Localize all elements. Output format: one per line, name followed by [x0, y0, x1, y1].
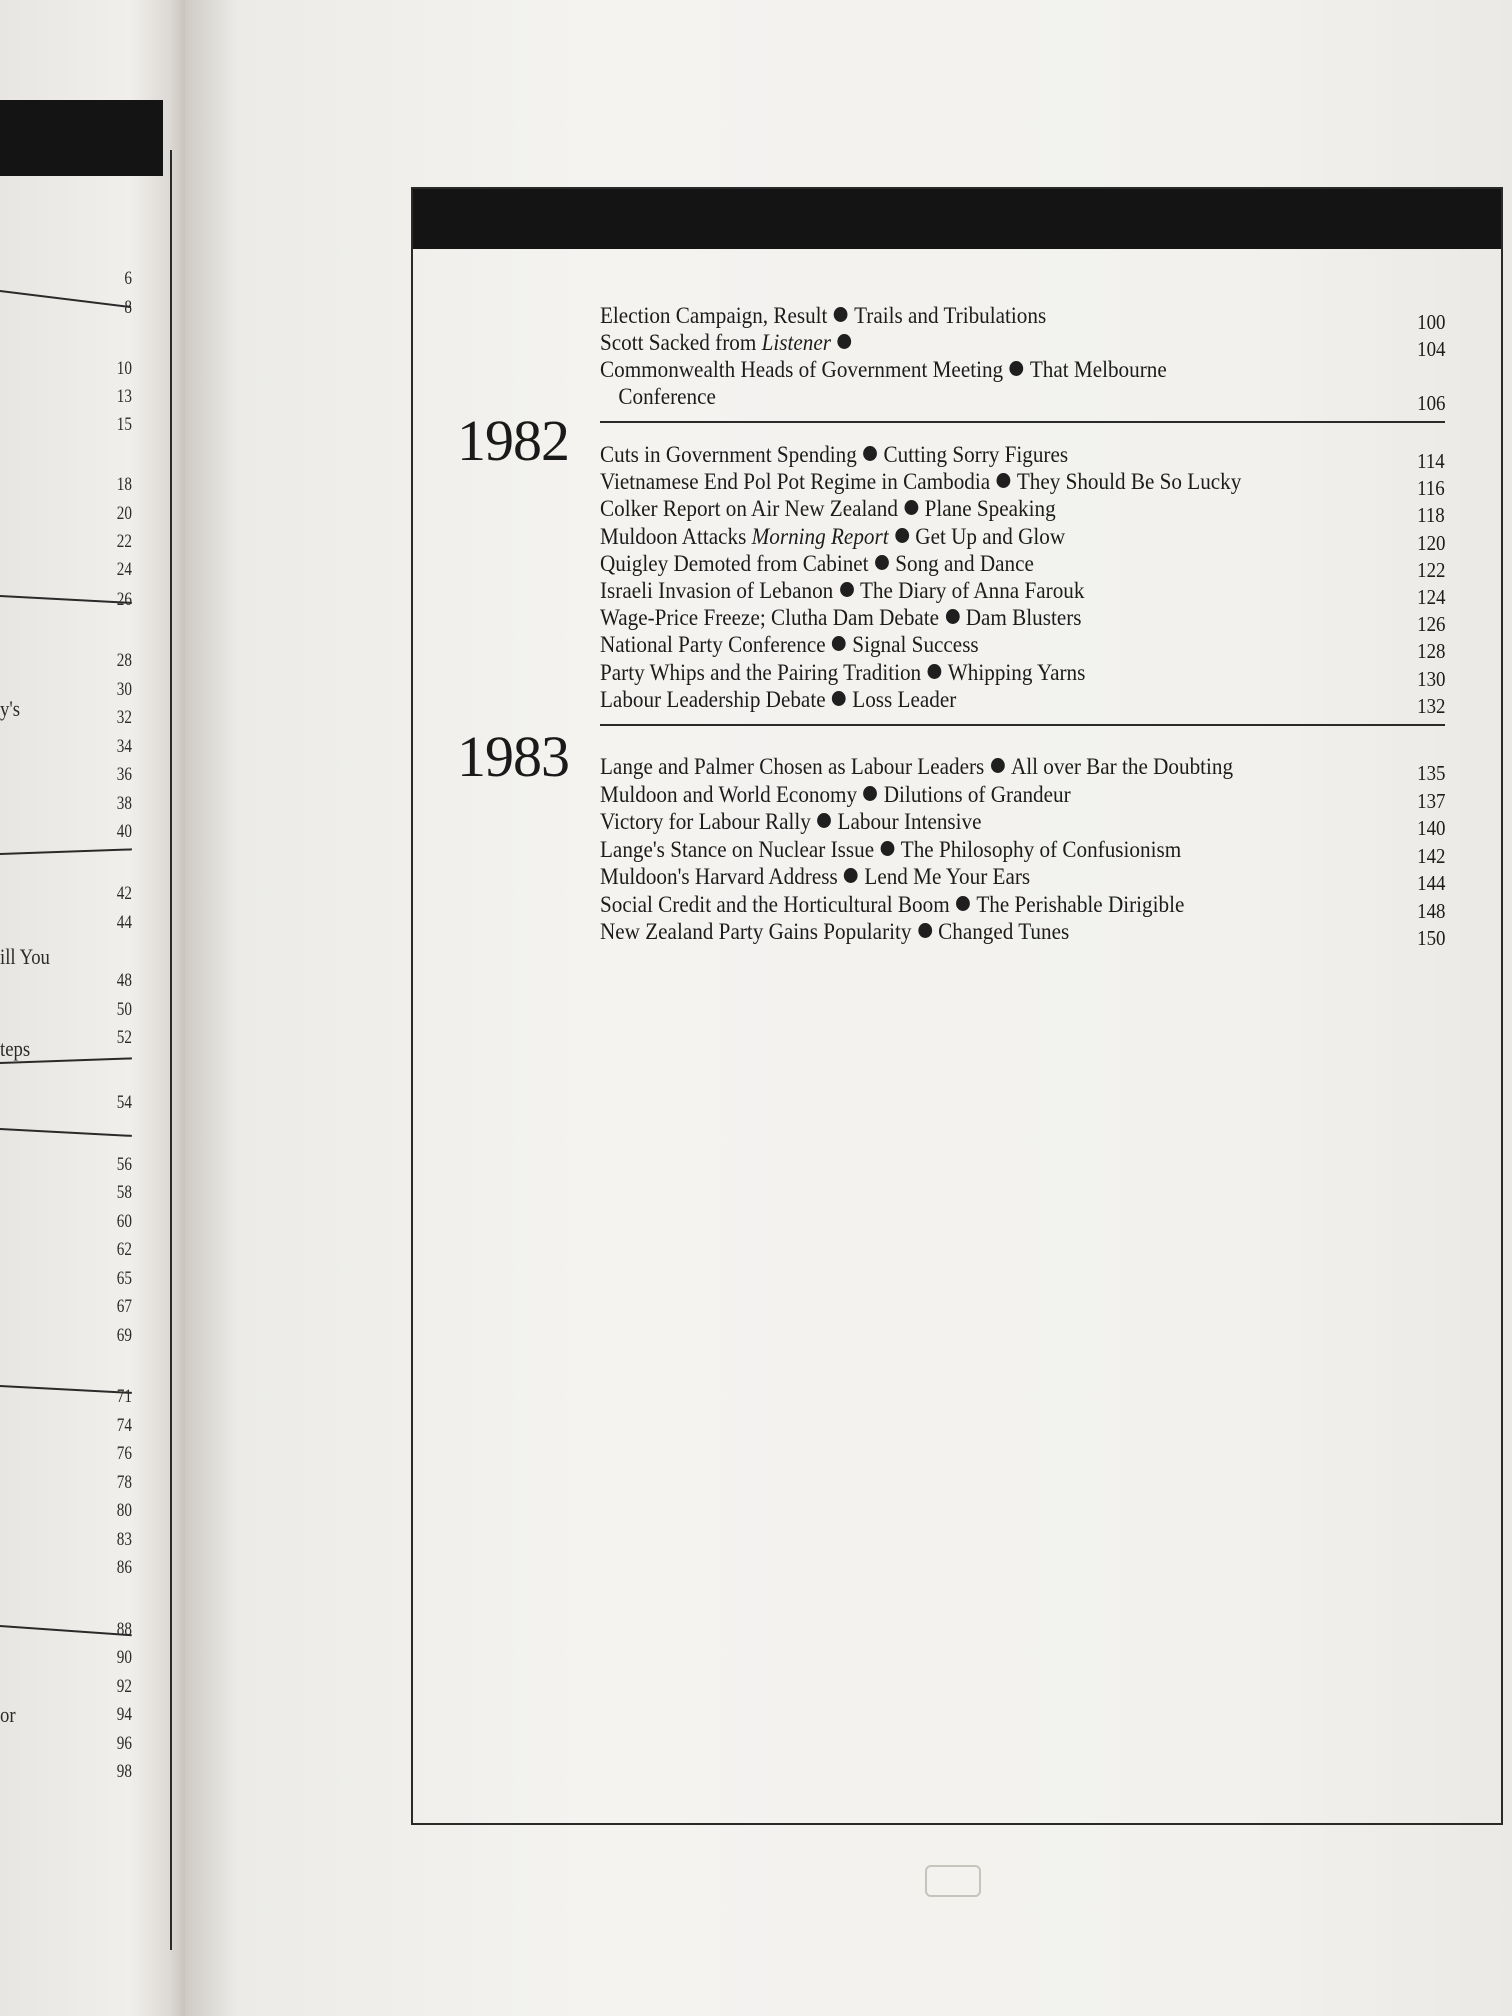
page-number: 15 — [116, 414, 132, 435]
page-number: 20 — [116, 503, 132, 524]
bullet-icon — [863, 446, 877, 461]
page-number: 18 — [116, 474, 132, 495]
page-number: 128 — [1416, 639, 1445, 664]
page-number: 6 — [124, 268, 132, 289]
page-number: 98 — [116, 1761, 132, 1782]
toc-entry[interactable]: Commonwealth Heads of Government Meeting That Melbourne Conference 106 — [600, 357, 1445, 415]
page-number: 40 — [116, 821, 132, 842]
toc-entry[interactable]: Muldoon's Harvard Address Lend Me Your Ears 144 — [600, 864, 1445, 895]
page-number: 69 — [116, 1325, 132, 1346]
toc-entry[interactable]: Colker Report on Air New Zealand Plane Speaking 118 — [600, 496, 1445, 528]
page-number: 144 — [1416, 871, 1445, 895]
page-number: 52 — [116, 1027, 132, 1048]
page-number: 92 — [116, 1676, 132, 1697]
toc-entry[interactable]: Social Credit and the Horticultural Boom The Perishable Dirigible 148 — [600, 891, 1445, 923]
page-number: 118 — [1417, 503, 1445, 528]
page-number: 100 — [1416, 310, 1445, 334]
toc-entry[interactable]: National Party Conference Signal Success 128 — [600, 632, 1445, 664]
bullet-icon — [832, 636, 846, 651]
page-number: 130 — [1416, 666, 1445, 691]
page-number: 124 — [1416, 585, 1445, 609]
page-number: 44 — [116, 912, 132, 933]
page-number: 120 — [1416, 530, 1445, 555]
toc-entry[interactable]: Victory for Labour Rally Labour Intensive 140 — [600, 809, 1445, 840]
page-number: 8 — [124, 297, 132, 318]
toc-entry[interactable]: Labour Leadership Debate Loss Leader 132 — [600, 686, 1445, 718]
page-number: 56 — [116, 1154, 132, 1175]
page-number: 126 — [1416, 612, 1445, 637]
year-heading-1983: 1983 — [457, 724, 569, 789]
page-number: 22 — [116, 531, 132, 552]
section-rule — [600, 724, 1445, 726]
text-fragment: teps — [0, 1036, 31, 1061]
page-number: 142 — [1416, 843, 1445, 868]
page-number: 10 — [116, 358, 132, 379]
page-number: 88 — [116, 1619, 132, 1640]
text-fragment: y's — [0, 696, 21, 721]
page-number: 36 — [116, 764, 132, 785]
page-number: 78 — [116, 1472, 132, 1493]
header-bar — [0, 100, 163, 176]
page-number: 54 — [116, 1092, 132, 1113]
previous-page — [0, 0, 185, 2016]
page-number: 67 — [116, 1296, 132, 1317]
text-fragment: or — [0, 1702, 16, 1727]
page-number: 24 — [116, 559, 132, 580]
page-number: 80 — [116, 1500, 132, 1521]
bullet-icon — [832, 691, 846, 706]
toc-entry[interactable]: Vietnamese End Pol Pot Regime in Cambodia They Should Be So Lucky 116 — [600, 469, 1445, 501]
bullet-icon — [840, 582, 854, 597]
page-number: 94 — [116, 1704, 132, 1725]
bullet-icon — [837, 334, 851, 349]
page-number: 26 — [116, 589, 132, 610]
page-number: 34 — [116, 736, 132, 757]
bullet-icon — [844, 868, 858, 883]
toc-entry[interactable]: Scott Sacked from Listener 104 — [600, 330, 1445, 361]
toc-entry[interactable]: Wage-Price Freeze; Clutha Dam Debate Dam Blusters 126 — [600, 605, 1445, 637]
contents-frame — [411, 187, 1503, 1825]
page-number: 76 — [116, 1443, 132, 1464]
page-number: 86 — [116, 1557, 132, 1578]
page-number: 74 — [116, 1415, 132, 1436]
page-number: 32 — [116, 707, 132, 728]
page-number: 28 — [116, 650, 132, 671]
page-number: 71 — [116, 1386, 132, 1407]
page-mark — [925, 1865, 981, 1897]
section-rule — [0, 848, 132, 855]
toc-entry[interactable]: Muldoon and World Economy Dilutions of Grandeur 137 — [600, 781, 1445, 813]
bullet-icon — [875, 555, 889, 570]
text-fragment: ill You — [0, 944, 50, 969]
bullet-icon — [864, 786, 878, 801]
page-number: 122 — [1416, 557, 1445, 582]
bullet-icon — [918, 923, 932, 938]
page-number: 13 — [116, 386, 132, 407]
page-number: 140 — [1416, 816, 1445, 840]
year-heading-1982: 1982 — [457, 408, 569, 473]
page-number: 42 — [116, 883, 132, 904]
frame-border — [170, 150, 172, 1950]
page-number: 148 — [1416, 898, 1445, 923]
page-number: 83 — [116, 1529, 132, 1550]
section-rule — [0, 1128, 132, 1137]
page-number: 96 — [116, 1733, 132, 1754]
page-number: 132 — [1416, 693, 1445, 718]
header-bar — [413, 189, 1501, 249]
page-number: 135 — [1416, 761, 1445, 785]
page-number: 104 — [1416, 337, 1445, 361]
bullet-icon — [997, 473, 1011, 488]
toc-entry[interactable]: Party Whips and the Pairing Tradition Whipping Yarns 130 — [600, 659, 1445, 691]
contents-page — [185, 0, 1512, 2016]
page-number: 30 — [116, 679, 132, 700]
bullet-icon — [956, 896, 970, 911]
bullet-icon — [928, 664, 942, 679]
bullet-icon — [881, 841, 895, 856]
page-number: 38 — [116, 793, 132, 814]
page-number: 48 — [116, 970, 132, 991]
toc-entry[interactable]: Quigley Demoted from Cabinet Song and Dance 122 — [600, 550, 1445, 582]
page-number: 50 — [116, 999, 132, 1020]
page-number: 60 — [116, 1211, 132, 1232]
bullet-icon — [895, 528, 909, 543]
bullet-icon — [834, 307, 848, 322]
toc-entry[interactable]: Israeli Invasion of Lebanon The Diary of Anna Farouk 124 — [600, 578, 1445, 609]
toc-entry[interactable]: Election Campaign, Result Trails and Tribulations 100 — [600, 303, 1445, 334]
bullet-icon — [991, 758, 1005, 773]
section-rule — [600, 421, 1445, 423]
page-number: 90 — [116, 1647, 132, 1668]
toc-entry[interactable]: Cuts in Government Spending Cutting Sorry Figures 114 — [600, 442, 1445, 473]
toc-entry[interactable]: Lange and Palmer Chosen as Labour Leaders All over Bar the Doubting 135 — [600, 754, 1445, 785]
toc-entry[interactable]: New Zealand Party Gains Popularity Changed Tunes 150 — [600, 919, 1445, 950]
page-number: 114 — [1417, 449, 1445, 473]
bullet-icon — [904, 500, 918, 515]
bullet-icon — [817, 813, 831, 828]
toc-entry[interactable]: Muldoon Attacks Morning Report Get Up and Glow 120 — [600, 523, 1445, 555]
bullet-icon — [946, 609, 960, 624]
page-number: 58 — [116, 1182, 132, 1203]
page-number: 62 — [116, 1239, 132, 1260]
page-number: 65 — [116, 1268, 132, 1289]
bullet-icon — [1010, 361, 1024, 376]
page-number: 106 — [1416, 391, 1445, 415]
page-number: 116 — [1417, 476, 1445, 501]
page-number: 150 — [1416, 926, 1445, 950]
toc-entry[interactable]: Lange's Stance on Nuclear Issue The Philosophy of Confusionism 142 — [600, 836, 1445, 868]
page-number: 137 — [1416, 788, 1445, 813]
